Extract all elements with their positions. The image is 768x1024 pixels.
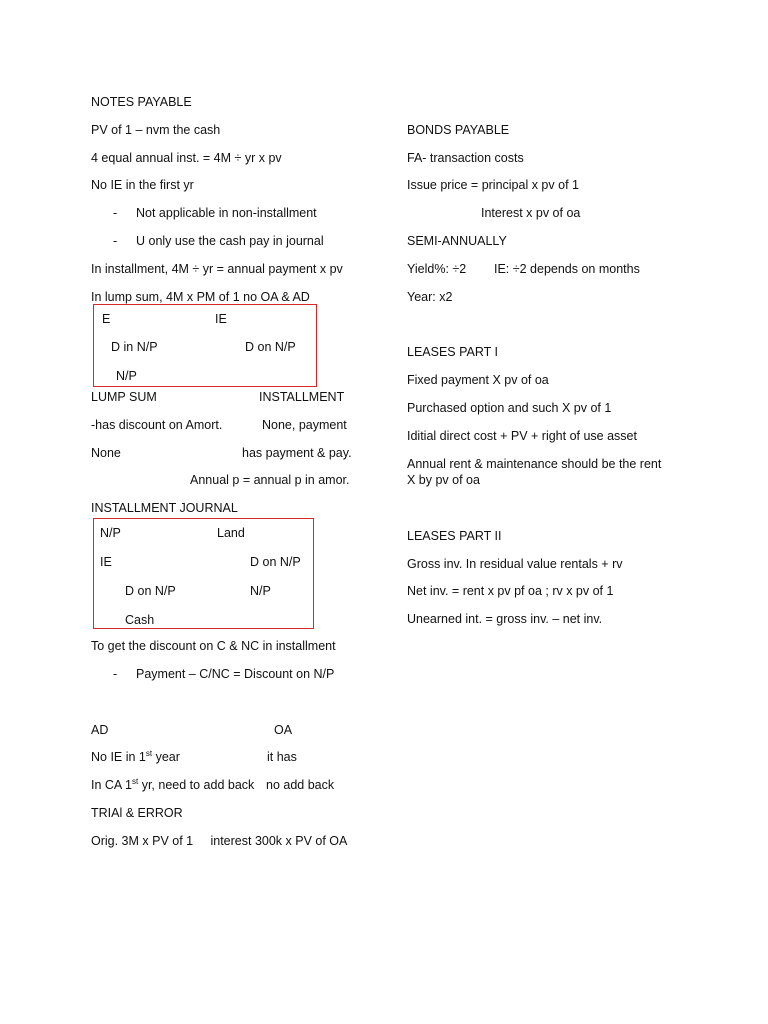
journal-ie: IE xyxy=(215,312,227,326)
inst-row1: None, payment xyxy=(262,418,347,432)
net-inv-note: Net inv. = rent x pv pf oa ; rv x pv of 1 xyxy=(407,584,614,598)
oa-it-has: it has xyxy=(267,750,297,764)
inst-row2: has payment & pay. xyxy=(242,446,352,460)
journal-np: N/P xyxy=(116,369,137,383)
ad-ca-note: In CA 1st yr, need to add back xyxy=(91,777,255,792)
discount-formula: Payment – C/NC = Discount on N/P xyxy=(136,667,335,681)
year-note: Year: x2 xyxy=(407,290,453,304)
oa-heading: OA xyxy=(274,723,293,737)
lump-row1: -has discount on Amort. xyxy=(91,418,223,432)
journal2-land: Land xyxy=(217,526,245,540)
purchased-option-note: Purchased option and such X pv of 1 xyxy=(407,401,612,415)
lump-sum-note: In lump sum, 4M x PM of 1 no OA & AD xyxy=(91,290,310,304)
lump-sum-heading: LUMP SUM xyxy=(91,390,157,404)
fixed-payment-note: Fixed payment X pv of oa xyxy=(407,373,549,387)
installment-heading: INSTALLMENT xyxy=(259,390,345,404)
yield-note: Yield%: ÷2 xyxy=(407,262,467,276)
journal2-np-right: N/P xyxy=(250,584,271,598)
annual-rent-note-1: Annual rent & maintenance should be the rent xyxy=(407,457,662,471)
bullet-dash: - xyxy=(113,234,118,248)
oa-no-add-back: no add back xyxy=(266,778,335,792)
journal2-d-on-np-right: D on N/P xyxy=(250,555,301,569)
leases-part2-title: LEASES PART II xyxy=(407,529,502,543)
installment-journal-title: INSTALLMENT JOURNAL xyxy=(91,501,238,515)
notes-payable-title: NOTES PAYABLE xyxy=(91,95,192,109)
semi-annually-title: SEMI-ANNUALLY xyxy=(407,234,507,248)
equal-installment-note: 4 equal annual inst. = 4M ÷ yr x pv xyxy=(91,151,282,165)
discount-note: To get the discount on C & NC in installment xyxy=(91,639,336,653)
pv1-note: PV of 1 – nvm the cash xyxy=(91,123,221,137)
annual-payment-note: Annual p = annual p in amor. xyxy=(190,473,350,487)
journal-e: E xyxy=(102,312,111,326)
bullet-dash: - xyxy=(113,206,118,220)
ie-divide-note: IE: ÷2 depends on months xyxy=(494,262,640,276)
installment-note: In installment, 4M ÷ yr = annual payment x pv xyxy=(91,262,343,276)
annual-rent-note-2: X by pv of oa xyxy=(407,473,480,487)
bullet-dash: - xyxy=(113,667,118,681)
ad-no-ie: No IE in 1st year xyxy=(91,749,180,764)
bonds-payable-title: BONDS PAYABLE xyxy=(407,123,510,137)
gross-inv-note: Gross inv. In residual value rentals + rv xyxy=(407,557,623,571)
leases-part1-title: LEASES PART I xyxy=(407,345,499,359)
orig-formula: Orig. 3M x PV of 1 interest 300k x PV of OA xyxy=(91,834,348,848)
fa-note: FA- transaction costs xyxy=(407,151,524,165)
no-ie-note: No IE in the first yr xyxy=(91,178,194,192)
journal2-ie: IE xyxy=(100,555,112,569)
journal-d-on-np: D on N/P xyxy=(245,340,296,354)
ad-heading: AD xyxy=(91,723,109,737)
initial-direct-cost-note: Iditial direct cost + PV + right of use asset xyxy=(407,429,637,443)
lump-row2: None xyxy=(91,446,121,460)
issue-price-note: Issue price = principal x pv of 1 xyxy=(407,178,579,192)
journal2-d-on-np-left: D on N/P xyxy=(125,584,176,598)
unearned-int-note: Unearned int. = gross inv. – net inv. xyxy=(407,612,603,626)
bullet-cash-pay: U only use the cash pay in journal xyxy=(136,234,324,248)
journal-d-in-np: D in N/P xyxy=(111,340,158,354)
bullet-not-applicable: Not applicable in non-installment xyxy=(136,206,317,220)
journal2-np: N/P xyxy=(100,526,121,540)
interest-note: Interest x pv of oa xyxy=(481,206,581,220)
trial-error-title: TRIAl & ERROR xyxy=(91,806,183,820)
journal2-cash: Cash xyxy=(125,613,155,627)
